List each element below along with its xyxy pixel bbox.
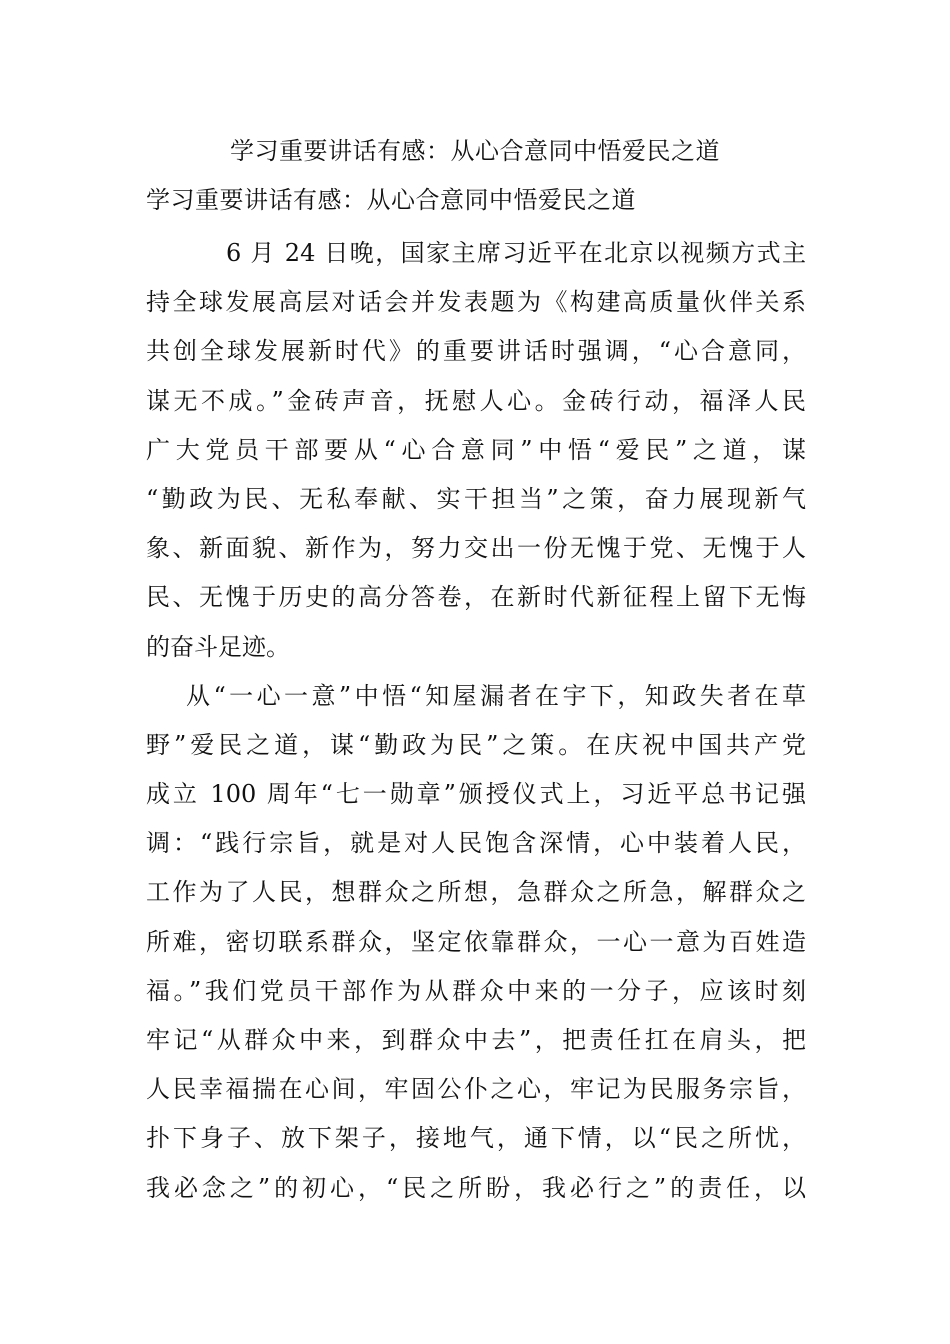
paragraph-1-line: 民、无愧于历史的高分答卷，在新时代新征程上留下无悔 — [146, 583, 806, 612]
paragraph-2-line: 成立 100 周年“七一勋章”颁授仪式上，习近平总书记强 — [146, 780, 806, 809]
paragraph-2-line: 我必念之”的初心，“民之所盼，我必行之”的责任，以 — [146, 1173, 806, 1202]
paragraph-2-line: 扑下身子、放下架子，接地气，通下情，以“民之所忧， — [146, 1124, 806, 1153]
paragraph-1-line: “勤政为民、无私奉献、实干担当”之策，奋力展现新气 — [146, 484, 806, 513]
paragraph-1-line: 共创全球发展新时代》的重要讲话时强调，“心合意同， — [146, 337, 806, 366]
paragraph-2-line: 工作为了人民，想群众之所想，急群众之所急，解群众之 — [146, 878, 806, 907]
document-body — [146, 229, 806, 1213]
paragraph-1-line: 象、新面貌、新作为，努力交出一份无愧于党、无愧于人 — [146, 534, 806, 563]
paragraph-2-line: 人民幸福揣在心间，牢固公仆之心，牢记为民服务宗旨， — [146, 1075, 806, 1104]
paragraph-1-line: 谋无不成。”金砖声音，抚慰人心。金砖行动，福泽人民 — [146, 386, 806, 415]
paragraph-1-line: 广大党员干部要从“心合意同”中悟“爱民”之道，谋 — [146, 435, 806, 464]
document-title: 学习重要讲话有感：从心合意同中悟爱民之道 — [230, 137, 720, 165]
document-subtitle: 学习重要讲话有感：从心合意同中悟爱民之道 — [146, 186, 636, 214]
paragraph-2-line: 福。”我们党员干部作为从群众中来的一分子，应该时刻 — [146, 976, 806, 1005]
paragraph-2-line: 调：“践行宗旨，就是对人民饱含深情，心中装着人民， — [146, 829, 806, 858]
paragraph-1-line: 持全球发展高层对话会并发表题为《构建高质量伙伴关系 — [146, 288, 806, 317]
paragraph-2-line: 所难，密切联系群众，坚定依靠群众，一心一意为百姓造 — [146, 927, 806, 956]
paragraph-2-line: 牢记“从群众中来，到群众中去”，把责任扛在肩头，把 — [146, 1026, 806, 1054]
paragraph-1-line: 的奋斗足迹。 — [146, 632, 290, 661]
paragraph-2-line: 野”爱民之道，谋“勤政为民”之策。在庆祝中国共产党 — [146, 730, 806, 759]
paragraph-1-line: 6 月 24 日晚，国家主席习近平在北京以视频方式主 — [226, 239, 806, 267]
paragraph-2-line: 从“一心一意”中悟“知屋漏者在宇下，知政失者在草 — [186, 681, 806, 710]
